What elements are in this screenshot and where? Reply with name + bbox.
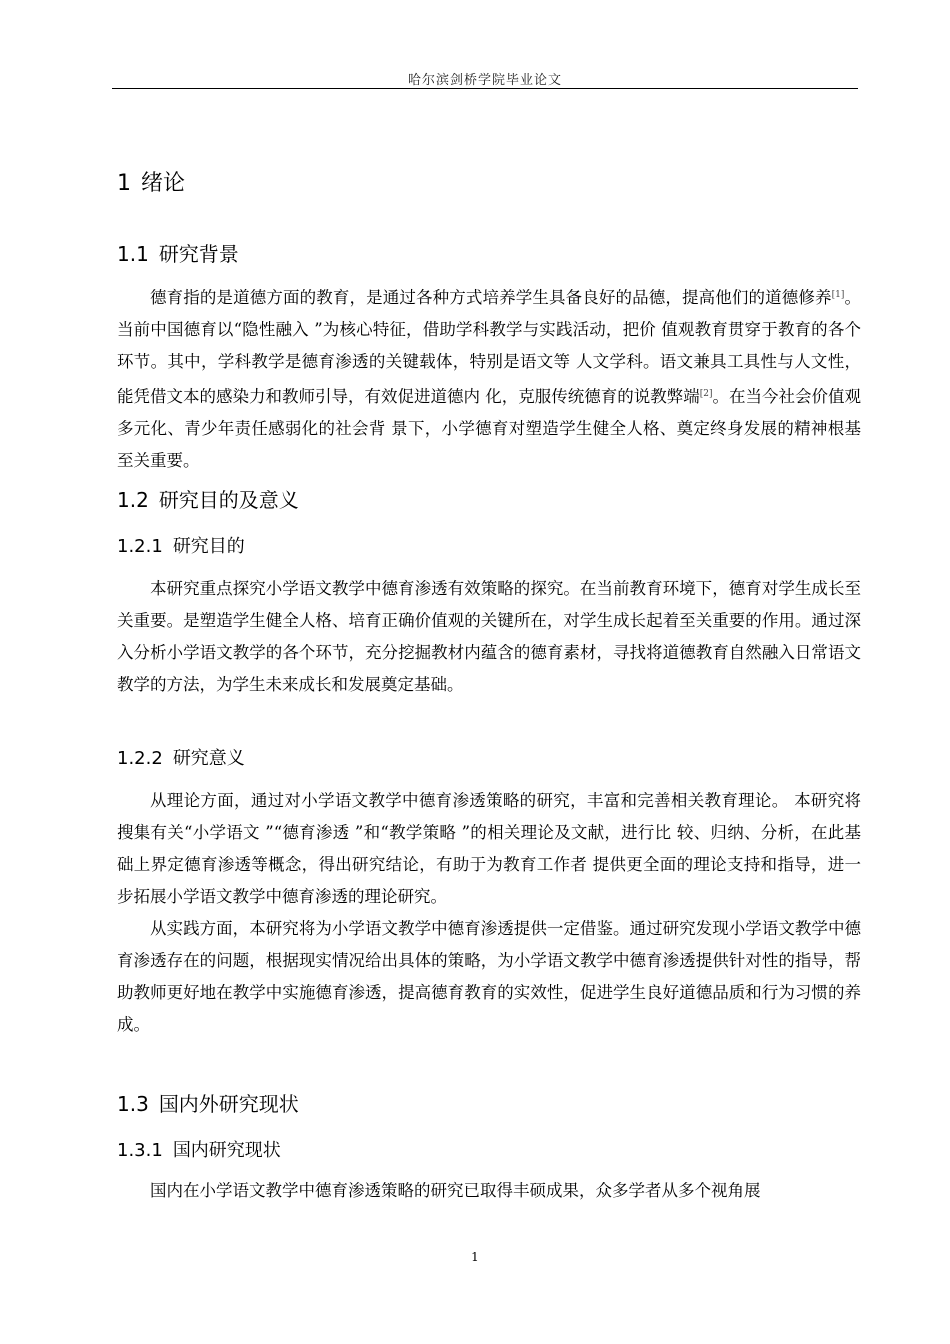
section-title: 国内外研究现状 xyxy=(158,1092,299,1116)
citation-ref-2[interactable]: [2] xyxy=(699,389,713,399)
chapter-number: 1 xyxy=(117,171,131,196)
paragraph-text: 从实践方面，本研究将为小学语文教学中德育渗透提供一定借鉴。通过研究发现小学语文教学中德育渗透存在的问题，根据现实情况给出具体的策略，为小学语文教学中德育渗透提供针对性的指导，帮助教师更好地在教学中实施德育渗透，提高德育教育的实效性，促进学生良好道德品质和行为习惯的养成。 xyxy=(117,919,861,1034)
subsection-heading-1-2-2 xyxy=(117,744,245,770)
running-header: 哈尔滨剑桥学院毕业论文 xyxy=(407,73,562,88)
citation-ref-1[interactable]: [1] xyxy=(831,290,845,300)
chapter-heading xyxy=(117,166,185,197)
section-title: 研究目的及意义 xyxy=(158,488,299,512)
paragraph-text: 本研究重点探究小学语文教学中德育渗透有效策略的探究。在当前教育环境下，德育对学生成长至关重要。是塑造学生健全人格、培育正确价值观的关键所在，对学生成长起着至关重要的作用。通过深入分析小学语文教学的各个环节，充分挖掘教材内蕴含的德育素材，寻找将道德教育自然融入日常语文教学的方法，为学生未来成长和发展奠定基础。 xyxy=(117,579,861,694)
subsection-title: 研究意义 xyxy=(172,748,245,769)
subsection-number: 1.2.2 xyxy=(117,748,163,769)
section-number: 1.2 xyxy=(117,488,149,512)
paragraph-text: 国内在小学语文教学中德育渗透策略的研究已取得丰硕成果，众多学者从多个视角展 xyxy=(150,1181,761,1200)
section-title: 研究背景 xyxy=(158,242,239,266)
chapter-title: 绪论 xyxy=(141,171,186,196)
section-heading-1-3 xyxy=(117,1088,299,1117)
subsection-title: 国内研究现状 xyxy=(172,1140,281,1161)
section-number: 1.3 xyxy=(117,1092,149,1116)
paragraph-text: 。在当今社会价值观多元化、青少年责任感弱化的社会背 景下，小学德育对塑造学生健全人格、奠定终身发展的精神根基至关重要。 xyxy=(117,387,861,470)
paragraph-domestic xyxy=(117,1175,861,1207)
paragraph-text: 。当前中国德育以“隐性融入 ”为核心特征，借助学科教学与实践活动，把价 值观教育贯穿于教育的各个环节。其中，学科教学是德育渗透的关键载体，特别是语文等 人文学科。语文兼具工具性与人文性，能凭借文本的感染力和教师引导，有效促进道德内 化，克服传统德育的说教弊端 xyxy=(117,288,861,406)
section-heading-1-1 xyxy=(117,238,239,267)
subsection-heading-1-3-1 xyxy=(117,1136,281,1162)
header-rule xyxy=(112,88,858,89)
subsection-title: 研究目的 xyxy=(172,536,245,557)
page-number: 1 xyxy=(471,1250,479,1264)
paragraph-significance xyxy=(117,785,861,1041)
paragraph-background xyxy=(117,279,861,477)
subsection-heading-1-2-1 xyxy=(117,532,245,558)
paragraph-text: 德育指的是道德方面的教育，是通过各种方式培养学生具备良好的品德，提高他们的道德修养 xyxy=(150,288,832,307)
section-heading-1-2 xyxy=(117,484,299,513)
section-number: 1.1 xyxy=(117,242,149,266)
paragraph-text: 从理论方面，通过对小学语文教学中德育渗透策略的研究，丰富和完善相关教育理论。 本研究将搜集有关“小学语文 ”“德育渗透 ”和“教学策略 ”的相关理论及文献，进行比 较、归纳、分析，在此基础上界定德育渗透等概念，得出研究结论，有助于为教育工作者 提供更全面的理论支持和指导，进一步拓展小学语文教学中德育渗透的理论研究。 xyxy=(117,791,861,906)
subsection-number: 1.2.1 xyxy=(117,536,163,557)
paragraph-purpose xyxy=(117,573,861,701)
subsection-number: 1.3.1 xyxy=(117,1140,163,1161)
